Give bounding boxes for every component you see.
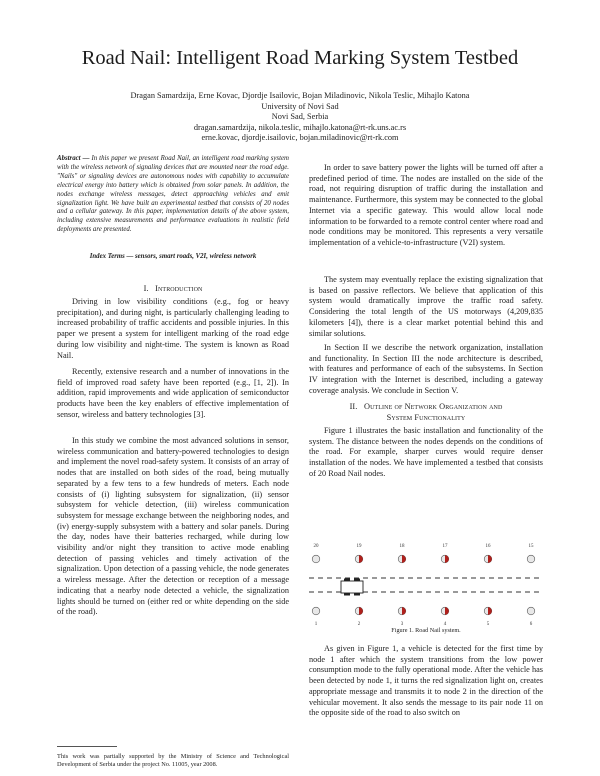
intro-paragraph-3: In this study we combine the most advanced solutions in sensor, wireless communication and battery-powered technologies to design and implement the novel road-safety system. It consists of an array of nodes that are installed on both sides of the road, being mutually separated by a few tens to a few hundreds of meters. Each node consists of (i) lighting subsystem for signalization, (ii) sensor subsystem for vehicle detection, (iii) wireless communication subsystem for message exchange between the neighboring nodes, and (iv) energy-supply subsystem with a battery and solar panels. During the day, nodes have their batteries recharged, while during low visibility and/or night they transition to active mode enabling detection of passing vehicles and timely activation of the signalization. Upon detection of a passing vehicle, the node generates a wireless message. After the detection or reception of a message indicating that a nearby node detected a vehicle, the signalization lights should be turned on (either red or white depending on the side of the road). bbox=[57, 436, 289, 617]
bottom-node-labels bbox=[315, 622, 533, 627]
top-node-label: 20 bbox=[313, 544, 319, 549]
abstract-text: In this paper we present Road Nail, an intelligent road marking system with the wireless network of signaling devices that are mounted near the road edge. "Nails" or signaling devices are autonomous nodes with capability to accumulate electrical energy into battery which is obtained from solar panels. In addition, the nodes exchange wireless messages, detect approaching vehicles and emit signalization light. We have built an experimental testbed that consists of 20 nodes and a cellular gateway. In this paper, implementation details of the above system, including extensive measurements and performance evaluations in realistic field deployments are presented. bbox=[57, 155, 289, 234]
intro-paragraph-2: Recently, extensive research and a number of innovations in the field of improved road safety have been reported (e.g., [1, 2]). In addition, rapid improvements and wide application of semiconductor products have been the key enablers of effective implementation of sensor, wireless and battery technologies [3]. bbox=[57, 367, 289, 419]
bottom-node-label: 5 bbox=[486, 622, 490, 627]
road-nail-figure bbox=[309, 537, 543, 657]
bottom-node-label: 3 bbox=[400, 622, 404, 627]
top-node-label: 16 bbox=[485, 544, 491, 549]
abstract-label: Abstract — bbox=[57, 155, 90, 162]
location: Novi Sad, Serbia bbox=[271, 112, 329, 122]
author-block bbox=[60, 91, 540, 144]
affiliation: University of Novi Sad bbox=[261, 101, 339, 111]
bottom-node bbox=[484, 607, 492, 615]
section-2-heading-line-1: II. Outline of Network Organization and bbox=[349, 402, 503, 411]
section-2-paragraph-2: As given in Figure 1, a vehicle is detected for the first time by node 1 after which the system transitions from the low power consumption mode to the fully operational mode. After the vehicle has been detected by node 1, it turns the red signalization light on, creates appropriate message and transmits it to node 2 in the direction of the vehicular movement. It also sends the message to its pair node 11 on the opposite side of the road to also switch on bbox=[309, 644, 543, 718]
section-2-paragraph-1: Figure 1 illustrates the basic installation and functionality of the system. The distance between the nodes depends on the conditions of the road. For example, sharper curves would require denser installation of the nodes. We have implemented a testbed that consists of 20 Road Nail nodes. bbox=[309, 426, 543, 478]
email-line-1: dragan.samardzija, nikola.teslic, mihajlo.katona@rt-rk.uns.ac.rs bbox=[193, 122, 407, 132]
bottom-node bbox=[441, 607, 449, 615]
right-paragraph-2: The system may eventually replace the existing signalization that is based on passive reflectors. We believe that application of this system would dramatically improve the traffic road safety. Considering the total length of the US motorways (4,209,835 kilometers [4]), there is a clear market potential behind this and similar solutions. bbox=[309, 275, 543, 338]
section-2-number: II. bbox=[349, 402, 358, 411]
top-node-row bbox=[312, 555, 535, 563]
bottom-node-row bbox=[312, 607, 535, 615]
right-paragraph-1: In order to save battery power the lights will be turned off after a predefined period of time. The nodes are installed on the side of the road, not requiring disruption of traffic during the installation and maintenance. Furthermore, this system may be connected to the global Internet via a specific gateway. This would allow local node information to be forwarded to a remote control center where road and node conditions may be monitored. This represents a very versatile implementation of a vehicle-to-infrastructure (V2I) system. bbox=[309, 163, 543, 247]
abstract bbox=[57, 155, 289, 235]
bottom-node bbox=[355, 607, 363, 615]
intro-paragraph-1: Driving in low visibility conditions (e.g., fog or heavy precipitation), and during night, is particularly challenging leading to increased probability of traffic accidents and possible injuries. In this paper we present a system for intelligent marking of the road edge during low visibility and night-time. The system is known as Road Nail. bbox=[57, 297, 289, 360]
footnote: This work was partially supported by the Ministry of Science and Technological Development of Serbia under the project No. 11005, year 2008. bbox=[57, 753, 289, 769]
bottom-node bbox=[398, 607, 406, 615]
vehicle-icon bbox=[341, 579, 363, 596]
top-node-label: 19 bbox=[356, 544, 362, 549]
bottom-node-label: 4 bbox=[443, 622, 447, 627]
section-2-heading-line-2: System Functionality bbox=[386, 412, 466, 422]
bottom-node-label: 6 bbox=[529, 622, 533, 627]
top-node-label: 18 bbox=[399, 544, 405, 549]
top-node-label: 17 bbox=[442, 544, 448, 549]
bottom-node bbox=[527, 607, 535, 615]
top-node-label: 15 bbox=[528, 544, 534, 549]
bottom-node-label: 1 bbox=[314, 622, 318, 627]
email-line-2: erne.kovac, djordje.isailovic, bojan.miladinovic@rt-rk.com bbox=[201, 133, 399, 143]
section-1-title: Introduction bbox=[155, 284, 203, 293]
top-node bbox=[355, 555, 363, 563]
bottom-node-label: 2 bbox=[357, 622, 361, 627]
top-node-labels bbox=[314, 544, 535, 549]
author-names: Dragan Samardzija, Erne Kovac, Djordje Isailovic, Bojan Miladinovic, Nikola Teslic, Mihajlo Katona bbox=[130, 91, 470, 100]
top-node bbox=[312, 555, 320, 563]
top-node bbox=[484, 555, 492, 563]
section-1-number: I. bbox=[143, 284, 149, 293]
figure-caption: Figure 1. Road Nail system. bbox=[391, 627, 461, 634]
bottom-node bbox=[312, 607, 320, 615]
paper-title: Road Nail: Intelligent Road Marking System Testbed bbox=[81, 47, 519, 69]
top-node bbox=[398, 555, 406, 563]
index-terms: Index Terms — sensors, smart roads, V2I, wireless network bbox=[89, 253, 257, 260]
section-1-heading bbox=[57, 284, 289, 295]
section-2-heading bbox=[309, 402, 543, 423]
right-paragraph-3: In Section II we describe the network organization, installation and functionality. In Section III the node architecture is described, with features and performance of each of the subsystems. In Section IV integration with the Internet is described, including a gateway coverage analysis. We conclude in Section V. bbox=[309, 343, 543, 395]
top-node bbox=[527, 555, 535, 563]
top-node bbox=[441, 555, 449, 563]
footnote-rule bbox=[57, 746, 117, 747]
